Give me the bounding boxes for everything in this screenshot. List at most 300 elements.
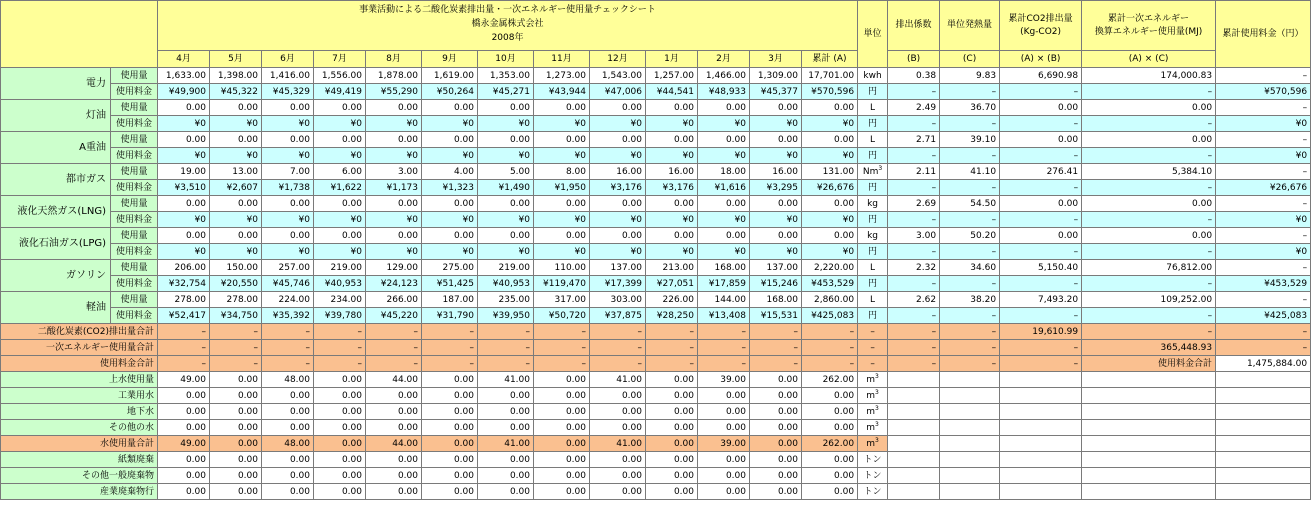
usage-cell: 0.00	[646, 196, 698, 212]
water-value: 0.00	[314, 452, 366, 468]
water-value: 0.00	[210, 436, 262, 452]
fee-cell: ¥49,900	[158, 84, 210, 100]
water-label: 紙類廃棄	[1, 452, 158, 468]
usage-cell: 0.00	[590, 196, 646, 212]
fee-cell: ¥119,470	[534, 276, 590, 292]
water-value: 0.00	[478, 388, 534, 404]
dash-cell: –	[888, 84, 940, 100]
emission-factor: 2.71	[888, 132, 940, 148]
fee-cell: ¥0	[366, 212, 422, 228]
empty-cell	[1082, 468, 1216, 484]
water-value: 0.00	[478, 452, 534, 468]
fee-cell: ¥0	[314, 244, 366, 260]
usage-cell: 257.00	[262, 260, 314, 276]
fee-total-blank: –	[1216, 196, 1311, 212]
empty-cell	[1082, 404, 1216, 420]
dash-cell: –	[940, 244, 1000, 260]
empty-cell	[940, 452, 1000, 468]
water-value: 0.00	[262, 484, 314, 500]
month-header: 7月	[314, 51, 366, 68]
dash-cell: –	[1082, 84, 1216, 100]
dash-cell: –	[646, 340, 698, 356]
empty-cell	[888, 388, 940, 404]
fee-cell: ¥0	[750, 116, 802, 132]
dash-cell: –	[888, 276, 940, 292]
fee-cell: ¥0	[750, 212, 802, 228]
heat-header: 単位発熱量	[940, 1, 1000, 51]
fuel-fee-row	[1, 148, 1311, 164]
fee-total: ¥0	[1216, 148, 1311, 164]
empty-cell	[1000, 452, 1082, 468]
usage-cell: 234.00	[314, 292, 366, 308]
dash-cell: –	[888, 324, 940, 340]
water-value: 0.00	[534, 484, 590, 500]
usage-cell: 0.00	[802, 132, 858, 148]
usage-cell: 0.00	[534, 196, 590, 212]
fee-cell: ¥0	[422, 148, 478, 164]
heat-value: 41.10	[940, 164, 1000, 180]
fee-cell: ¥39,950	[478, 308, 534, 324]
fee-cell: ¥51,425	[422, 276, 478, 292]
usage-cell: 1,619.00	[422, 68, 478, 84]
fee-cell: ¥48,933	[698, 84, 750, 100]
fee-cell: ¥15,246	[750, 276, 802, 292]
water-value: 0.00	[314, 404, 366, 420]
usage-cell: 5.00	[478, 164, 534, 180]
usage-cell: 206.00	[158, 260, 210, 276]
fee-cell: ¥0	[698, 212, 750, 228]
water-value: 0.00	[646, 452, 698, 468]
usage-cell: 6.00	[314, 164, 366, 180]
water-value: 0.00	[478, 420, 534, 436]
fee-cell: ¥13,408	[698, 308, 750, 324]
fee-total-blank: –	[1216, 164, 1311, 180]
usage-cell: 137.00	[750, 260, 802, 276]
heat-value: 54.50	[940, 196, 1000, 212]
emission-factor: 2.69	[888, 196, 940, 212]
usage-cell: 1,466.00	[698, 68, 750, 84]
month-header: 3月	[750, 51, 802, 68]
usage-cell: 0.00	[698, 132, 750, 148]
water-value: 0.00	[158, 388, 210, 404]
water-row	[1, 388, 1311, 404]
usage-cell: 8.00	[534, 164, 590, 180]
col-ac-header: (A) × (C)	[1082, 51, 1216, 68]
usage-cell: 0.00	[314, 228, 366, 244]
water-value: 262.00	[802, 436, 858, 452]
empty-cell	[888, 436, 940, 452]
usage-cell: 0.00	[750, 132, 802, 148]
unit-cell: 円	[858, 116, 888, 132]
fee-cell: ¥35,392	[262, 308, 314, 324]
month-header: 1月	[646, 51, 698, 68]
dash-cell: –	[940, 356, 1000, 372]
fee-cell: ¥40,953	[314, 276, 366, 292]
fuel-name: 電力	[1, 68, 111, 100]
water-value: 0.00	[698, 404, 750, 420]
usage-cell: 168.00	[698, 260, 750, 276]
fee-cell: ¥0	[366, 148, 422, 164]
fee-cell: ¥17,399	[590, 276, 646, 292]
usage-cell: 0.00	[366, 196, 422, 212]
dash-cell: –	[478, 324, 534, 340]
empty-cell	[1216, 404, 1311, 420]
fee-cell: ¥0	[422, 212, 478, 228]
water-value: 0.00	[534, 388, 590, 404]
water-value: 0.00	[158, 484, 210, 500]
empty-cell	[1216, 484, 1311, 500]
summary-label: 一次エネルギー使用量合計	[1, 340, 158, 356]
fee-cell: ¥37,875	[590, 308, 646, 324]
water-row	[1, 404, 1311, 420]
fee-grand-total-label: 使用料金合計	[1082, 356, 1216, 372]
fee-cell: ¥0	[534, 116, 590, 132]
unit-cell	[858, 404, 888, 420]
unit-header: 単位	[858, 1, 888, 68]
fuel-name: 軽油	[1, 292, 111, 324]
fee-cell: ¥0	[802, 244, 858, 260]
water-value: 0.00	[262, 388, 314, 404]
fee-cell: ¥0	[646, 148, 698, 164]
water-value: 0.00	[262, 404, 314, 420]
fee-cell: ¥0	[314, 148, 366, 164]
unit-label: L	[870, 262, 876, 273]
dash-cell: –	[646, 324, 698, 340]
usage-cell: 317.00	[534, 292, 590, 308]
fee-cell: ¥0	[802, 148, 858, 164]
dash-cell: –	[802, 324, 858, 340]
usage-cell: 7.00	[262, 164, 314, 180]
water-value: 0.00	[750, 388, 802, 404]
unit-label: トン	[863, 454, 882, 465]
month-header: 5月	[210, 51, 262, 68]
waste-row	[1, 452, 1311, 468]
fee-label: 使用料金	[111, 116, 158, 132]
dash-cell: –	[1082, 324, 1216, 340]
usage-label: 使用量	[111, 228, 158, 244]
heat-value: 50.20	[940, 228, 1000, 244]
dash-cell: –	[210, 340, 262, 356]
month-header: 12月	[590, 51, 646, 68]
usage-label: 使用量	[111, 132, 158, 148]
dash-cell: –	[1216, 340, 1311, 356]
fuel-usage-row	[1, 132, 1311, 148]
emission-factor: 2.11	[888, 164, 940, 180]
fuel-usage-row	[1, 68, 1311, 84]
water-value: 39.00	[698, 372, 750, 388]
fee-cell: ¥425,083	[802, 308, 858, 324]
col-c-header: (C)	[940, 51, 1000, 68]
usage-cell: 0.00	[802, 228, 858, 244]
usage-cell: 0.00	[590, 228, 646, 244]
usage-cell: 3.00	[366, 164, 422, 180]
fee-cell: ¥0	[698, 244, 750, 260]
usage-cell: 278.00	[210, 292, 262, 308]
water-value: 0.00	[646, 404, 698, 420]
dash-cell: –	[422, 356, 478, 372]
fee-cell: ¥0	[314, 116, 366, 132]
unit-cell	[858, 452, 888, 468]
water-value: 0.00	[646, 468, 698, 484]
water-value: 0.00	[314, 468, 366, 484]
usage-cell: 1,257.00	[646, 68, 698, 84]
usage-cell: 1,398.00	[210, 68, 262, 84]
sheet-title	[158, 1, 858, 51]
fee-grand-total: 1,475,884.00	[1216, 356, 1311, 372]
dash-cell: –	[158, 356, 210, 372]
usage-cell: 16.00	[750, 164, 802, 180]
usage-cell: 0.00	[158, 196, 210, 212]
unit-label: m	[866, 374, 876, 385]
co2-total: 7,493.20	[1000, 292, 1082, 308]
fee-cell: ¥3,295	[750, 180, 802, 196]
dash-cell: –	[1082, 116, 1216, 132]
fee-total: ¥26,676	[1216, 180, 1311, 196]
unit-cell	[858, 132, 888, 148]
water-value: 0.00	[698, 484, 750, 500]
water-value: 41.00	[478, 372, 534, 388]
water-value: 0.00	[210, 420, 262, 436]
unit-cell	[858, 228, 888, 244]
fuel-usage-row	[1, 196, 1311, 212]
unit-label: Nm	[862, 166, 879, 177]
dash-cell: –	[534, 324, 590, 340]
usage-cell: 18.00	[698, 164, 750, 180]
dash-cell: –	[858, 340, 888, 356]
fee-total-blank: –	[1216, 292, 1311, 308]
fee-cell: ¥0	[262, 148, 314, 164]
fee-cell: ¥2,607	[210, 180, 262, 196]
water-value: 0.00	[210, 372, 262, 388]
usage-cell: 4.00	[422, 164, 478, 180]
water-value: 0.00	[422, 436, 478, 452]
usage-cell: 0.00	[314, 100, 366, 116]
fee-cell: ¥0	[646, 212, 698, 228]
fee-cell: ¥0	[478, 212, 534, 228]
usage-cell: 1,416.00	[262, 68, 314, 84]
usage-cell: 0.00	[422, 228, 478, 244]
fuel-name: 都市ガス	[1, 164, 111, 196]
dash-cell: –	[1000, 340, 1082, 356]
dash-cell: –	[940, 340, 1000, 356]
usage-cell: 1,353.00	[478, 68, 534, 84]
usage-cell: 0.00	[366, 100, 422, 116]
usage-cell: 16.00	[590, 164, 646, 180]
water-value: 0.00	[590, 404, 646, 420]
water-value: 0.00	[750, 420, 802, 436]
usage-cell: 168.00	[750, 292, 802, 308]
usage-cell: 0.00	[698, 100, 750, 116]
usage-cell: 0.00	[422, 196, 478, 212]
water-value: 0.00	[262, 468, 314, 484]
water-value: 0.00	[478, 468, 534, 484]
water-value: 0.00	[314, 372, 366, 388]
fuel-fee-row	[1, 276, 1311, 292]
fee-cell: ¥40,953	[478, 276, 534, 292]
unit-label: L	[870, 294, 876, 305]
table-body	[1, 1, 1311, 500]
usage-cell: 17,701.00	[802, 68, 858, 84]
water-value: 0.00	[534, 452, 590, 468]
usage-cell: 16.00	[646, 164, 698, 180]
water-value: 0.00	[478, 484, 534, 500]
water-value: 0.00	[314, 420, 366, 436]
dash-cell: –	[1000, 276, 1082, 292]
usage-cell: 110.00	[534, 260, 590, 276]
water-value: 0.00	[698, 420, 750, 436]
fuel-usage-row	[1, 100, 1311, 116]
dash-cell: –	[1082, 148, 1216, 164]
emission-factor: 2.32	[888, 260, 940, 276]
usage-cell: 235.00	[478, 292, 534, 308]
usage-cell: 0.00	[366, 132, 422, 148]
fee-cell: ¥0	[750, 244, 802, 260]
fee-cell: ¥1,738	[262, 180, 314, 196]
water-value: 0.00	[422, 420, 478, 436]
company-name: 橋永金属株式会社	[471, 19, 544, 29]
fuel-usage-row	[1, 228, 1311, 244]
unit-cell	[858, 68, 888, 84]
water-value: 0.00	[422, 484, 478, 500]
usage-cell: 0.00	[210, 100, 262, 116]
dash-cell: –	[750, 356, 802, 372]
fee-cell: ¥0	[750, 148, 802, 164]
unit-cell	[858, 372, 888, 388]
unit-cell: 円	[858, 212, 888, 228]
water-value: 0.00	[422, 388, 478, 404]
usage-cell: 219.00	[478, 260, 534, 276]
fee-cell: ¥0	[590, 148, 646, 164]
fee-cell: ¥0	[262, 116, 314, 132]
fee-cell: ¥0	[534, 148, 590, 164]
water-value: 49.00	[158, 372, 210, 388]
empty-cell	[1000, 468, 1082, 484]
usage-cell: 0.00	[698, 196, 750, 212]
water-label: 水使用量合計	[1, 436, 158, 452]
water-value: 0.00	[802, 404, 858, 420]
dash-cell: –	[940, 148, 1000, 164]
fuel-usage-row	[1, 260, 1311, 276]
emission-factor: 3.00	[888, 228, 940, 244]
usage-cell: 213.00	[646, 260, 698, 276]
water-value: 41.00	[590, 372, 646, 388]
water-value: 0.00	[210, 388, 262, 404]
dash-cell: –	[1000, 212, 1082, 228]
water-value: 0.00	[534, 468, 590, 484]
usage-cell: 0.00	[534, 228, 590, 244]
water-value: 0.00	[314, 436, 366, 452]
usage-cell: 0.00	[590, 132, 646, 148]
fee-cell: ¥0	[478, 148, 534, 164]
water-value: 0.00	[646, 372, 698, 388]
dash-cell: –	[888, 356, 940, 372]
dash-cell: –	[888, 308, 940, 324]
empty-cell	[1000, 372, 1082, 388]
energy-total-header: 累計一次エネルギー 換算エネルギー使用量(MJ)	[1082, 1, 1216, 51]
water-value: 0.00	[478, 404, 534, 420]
usage-cell: 0.00	[646, 132, 698, 148]
dash-cell: –	[478, 340, 534, 356]
water-value: 0.00	[422, 372, 478, 388]
fee-cell: ¥32,754	[158, 276, 210, 292]
fee-cell: ¥1,323	[422, 180, 478, 196]
water-value: 44.00	[366, 436, 422, 452]
dash-cell: –	[940, 276, 1000, 292]
fee-cell: ¥47,006	[590, 84, 646, 100]
fuel-fee-row	[1, 212, 1311, 228]
fee-cell: ¥3,176	[590, 180, 646, 196]
fee-cell: ¥17,859	[698, 276, 750, 292]
dash-cell: –	[1082, 308, 1216, 324]
energy-total: 5,384.10	[1082, 164, 1216, 180]
energy-grand-total: 365,448.93	[1082, 340, 1216, 356]
dash-cell: –	[534, 340, 590, 356]
usage-cell: 0.00	[210, 228, 262, 244]
unit-cell	[858, 420, 888, 436]
fee-cell: ¥55,290	[366, 84, 422, 100]
fuel-fee-row	[1, 116, 1311, 132]
fee-cell: ¥0	[478, 116, 534, 132]
dash-cell: –	[940, 116, 1000, 132]
usage-label: 使用量	[111, 196, 158, 212]
fee-cell: ¥45,271	[478, 84, 534, 100]
unit-superscript: 3	[875, 372, 879, 380]
fee-cell: ¥1,490	[478, 180, 534, 196]
usage-cell: 0.00	[262, 100, 314, 116]
dash-cell: –	[1000, 84, 1082, 100]
dash-cell: –	[422, 340, 478, 356]
usage-cell: 224.00	[262, 292, 314, 308]
dash-cell: –	[940, 180, 1000, 196]
water-label: 上水使用量	[1, 372, 158, 388]
water-value: 0.00	[646, 484, 698, 500]
dash-cell: –	[1000, 180, 1082, 196]
empty-cell	[1082, 388, 1216, 404]
empty-cell	[888, 404, 940, 420]
water-value: 0.00	[698, 388, 750, 404]
unit-label: m	[866, 390, 876, 401]
usage-cell: 0.00	[750, 196, 802, 212]
water-value: 0.00	[698, 452, 750, 468]
empty-cell	[1082, 420, 1216, 436]
month-header: 9月	[422, 51, 478, 68]
empty-cell	[940, 404, 1000, 420]
month-header: 8月	[366, 51, 422, 68]
usage-cell: 131.00	[802, 164, 858, 180]
usage-cell: 0.00	[750, 228, 802, 244]
unit-superscript: 3	[875, 388, 879, 396]
empty-cell	[1216, 420, 1311, 436]
empty-cell	[1216, 468, 1311, 484]
usage-cell: 1,556.00	[314, 68, 366, 84]
dash-cell: –	[1000, 148, 1082, 164]
water-total-row	[1, 436, 1311, 452]
fee-cell: ¥0	[366, 244, 422, 260]
dash-cell: –	[590, 340, 646, 356]
fee-cell: ¥0	[158, 244, 210, 260]
unit-label: トン	[863, 470, 882, 481]
dash-cell: –	[802, 356, 858, 372]
fee-cell: ¥28,250	[646, 308, 698, 324]
summary-label: 二酸化炭素(CO2)排出量合計	[1, 324, 158, 340]
usage-cell: 0.00	[534, 132, 590, 148]
title-main: 事業活動による二酸化炭素排出量・一次エネルギー使用量チェックシート	[359, 5, 656, 15]
water-value: 0.00	[262, 452, 314, 468]
water-value: 48.00	[262, 372, 314, 388]
usage-cell: 129.00	[366, 260, 422, 276]
water-value: 0.00	[158, 404, 210, 420]
energy-summary-row	[1, 340, 1311, 356]
